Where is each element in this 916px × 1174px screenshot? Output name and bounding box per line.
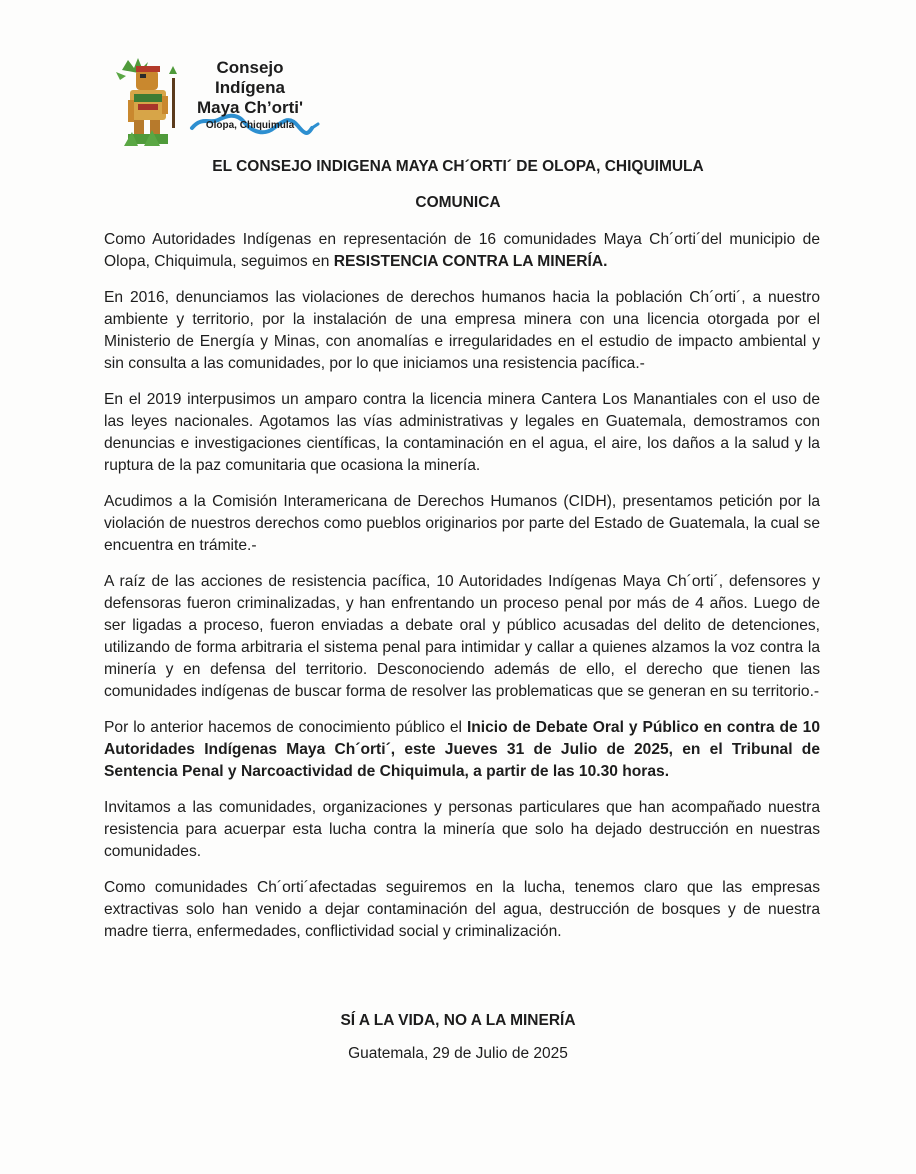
document-title: EL CONSEJO INDIGENA MAYA CH´ORTI´ DE OLOPA, CHIQUIMULA [212, 158, 704, 175]
document-date: Guatemala, 29 de Julio de 2025 [348, 1045, 568, 1062]
paragraph-8: Como comunidades Ch´orti´afectadas seguiremos en la lucha, tenemos claro que las empresas extractivas solo han venido a dejar contaminación del agua, destrucción de bosques y de nuestra madre tierra, enfermedades, conflictividad social y criminalización. [104, 879, 820, 940]
paragraph-2: En 2016, denunciamos las violaciones de derechos humanos hacia la población Ch´orti´, a nuestro ambiente y territorio, por la instalación de una empresa minera con una licencia otorgada por el Ministerio de Energía y Minas, con anomalías e irregularidades en el estudio de impacto ambiental y sin consulta a las comunidades, por lo que iniciamos una resistencia pacífica.- [104, 289, 820, 372]
paragraph-6 [104, 717, 820, 783]
logo-location: Olopa, Chiquimula [205, 120, 295, 131]
logo-name-line1: Consejo Indígena [215, 58, 285, 97]
closing-slogan: SÍ A LA VIDA, NO A LA MINERÍA [340, 1012, 576, 1029]
logo-text [180, 58, 320, 134]
paragraph-1-bold: RESISTENCIA CONTRA LA MINERÍA. [333, 253, 608, 270]
document-subtitle: COMUNICA [415, 194, 501, 211]
paragraph-7: Invitamos a las comunidades, organizaciones y personas particulares que han acompañado nuestra resistencia para acuerpar esta lucha contra la minería que solo ha dejado destrucción en nuestras comunidades. [104, 799, 820, 860]
paragraph-5: A raíz de las acciones de resistencia pacífica, 10 Autoridades Indígenas Maya Ch´orti´, defensores y defensoras fueron criminalizadas, y han enfrentando un proceso penal por más de 4 años. Luego de ser ligadas a proceso, fueron enviadas a debate oral y público acusadas del delito de detenciones, utilizando de forma arbitraria el sistema penal para intimidar y callar a quienes alzamos la voz contra la minería y en defensa del territorio. Desconociendo además de ello, el derecho que tienen las comunidades indígenas de buscar forma de resolver las problematicas que se generan en su territorio.- [104, 573, 820, 700]
paragraph-1 [104, 229, 820, 273]
paragraph-6-bold: Inicio de Debate Oral y Público en contra de 10 Autoridades Indígenas Maya Ch´orti´, este Jueves 31 de Julio de 2025, en el Tribunal de Sentencia Penal y Narcoactividad de Chiquimula, a partir de las 10.30 horas. [104, 719, 820, 780]
logo-name-line2: Maya Ch’orti' [196, 98, 304, 117]
paragraph-3: En el 2019 interpusimos un amparo contra la licencia minera Cantera Los Manantiales con el uso de las leyes nacionales. Agotamos las vías administrativas y legales en Guatemala, demostramos con denuncias e investigaciones científicas, la contaminación en el agua, el aire, los daños a la salud y la ruptura de la paz comunitaria que ocasiona la minería. [104, 391, 820, 474]
paragraph-6-text: Por lo anterior hacemos de conocimiento público el [104, 719, 467, 736]
document-body [104, 229, 820, 957]
paragraph-4: Acudimos a la Comisión Interamericana de Derechos Humanos (CIDH), presentamos petición por la violación de nuestros derechos como pueblos originarios por parte del Estado de Guatemala, la cual se encuentra en trámite.- [104, 493, 820, 554]
paragraph-1-text: Como Autoridades Indígenas en representación de 16 comunidades Maya Ch´orti´del municipio de Olopa, Chiquimula, seguimos en [104, 231, 820, 270]
organization-logo [114, 50, 324, 160]
